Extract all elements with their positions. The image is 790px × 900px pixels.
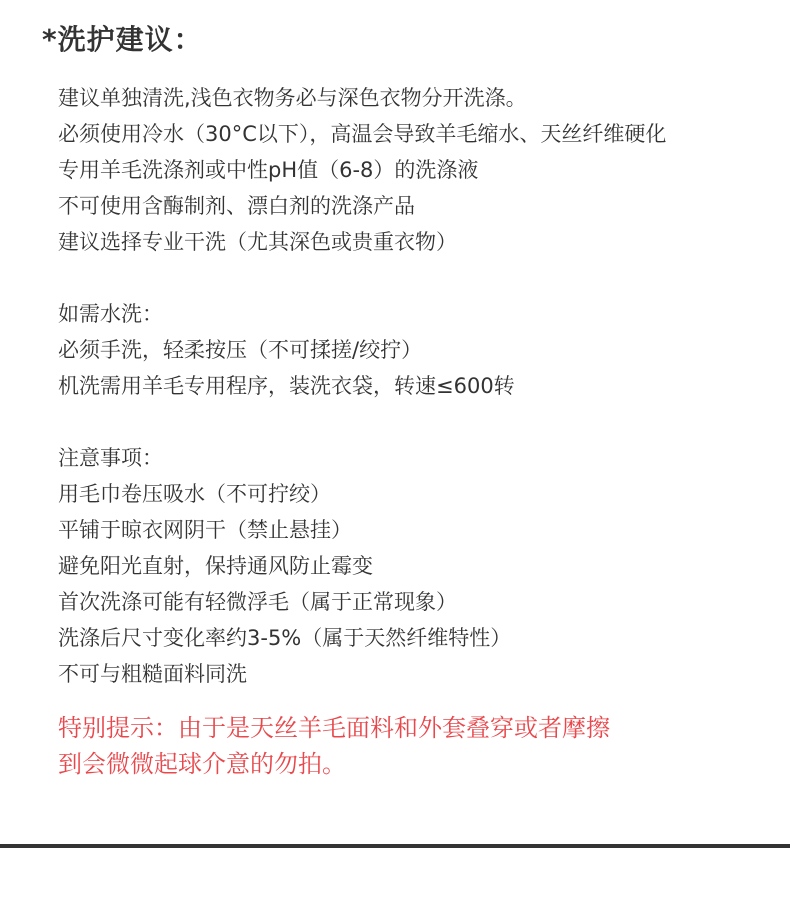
notes-title: 注意事项： [58,446,163,470]
wash-care-heading: *洗护建议： [42,23,203,56]
care-line: 首次洗涤可能有轻微浮毛（属于正常现象） [58,590,457,614]
care-line: 专用羊毛洗涤剂或中性pH值（6-8）的洗涤液 [58,158,479,182]
general-care-list [58,80,778,260]
care-line: 机洗需用羊毛专用程序，装洗衣袋，转速≤600转 [58,374,515,398]
notice-line: 特别提示：由于是天丝羊毛面料和外套叠穿或者摩擦 [58,714,610,742]
bottom-divider [0,844,790,848]
special-notice [58,710,778,782]
spacer [58,260,778,296]
spacer [58,404,778,440]
care-line: 建议选择专业干洗（尤其深色或贵重衣物） [58,230,457,254]
notice-line: 到会微微起球介意的勿拍。 [58,750,346,778]
care-line: 不可与粗糙面料同洗 [58,662,247,686]
care-line: 必须使用冷水（30°C以下），高温会导致羊毛缩水、天丝纤维硬化 [58,122,667,146]
care-content [58,80,778,782]
hand-wash-section [58,296,778,404]
care-line: 用毛巾卷压吸水（不可拧绞） [58,482,331,506]
care-line: 必须手洗，轻柔按压（不可揉搓/绞拧） [58,338,423,362]
care-line: 不可使用含酶制剂、漂白剂的洗涤产品 [58,194,415,218]
care-line: 平铺于晾衣网阴干（禁止悬挂） [58,518,352,542]
care-line: 建议单独清洗,浅色衣物务必与深色衣物分开洗涤。 [58,86,527,110]
notes-section [58,440,778,692]
hand-wash-title: 如需水洗： [58,302,163,326]
care-line: 避免阳光直射，保持通风防止霉变 [58,554,373,578]
care-line: 洗涤后尺寸变化率约3-5%（属于天然纤维特性） [58,626,512,650]
